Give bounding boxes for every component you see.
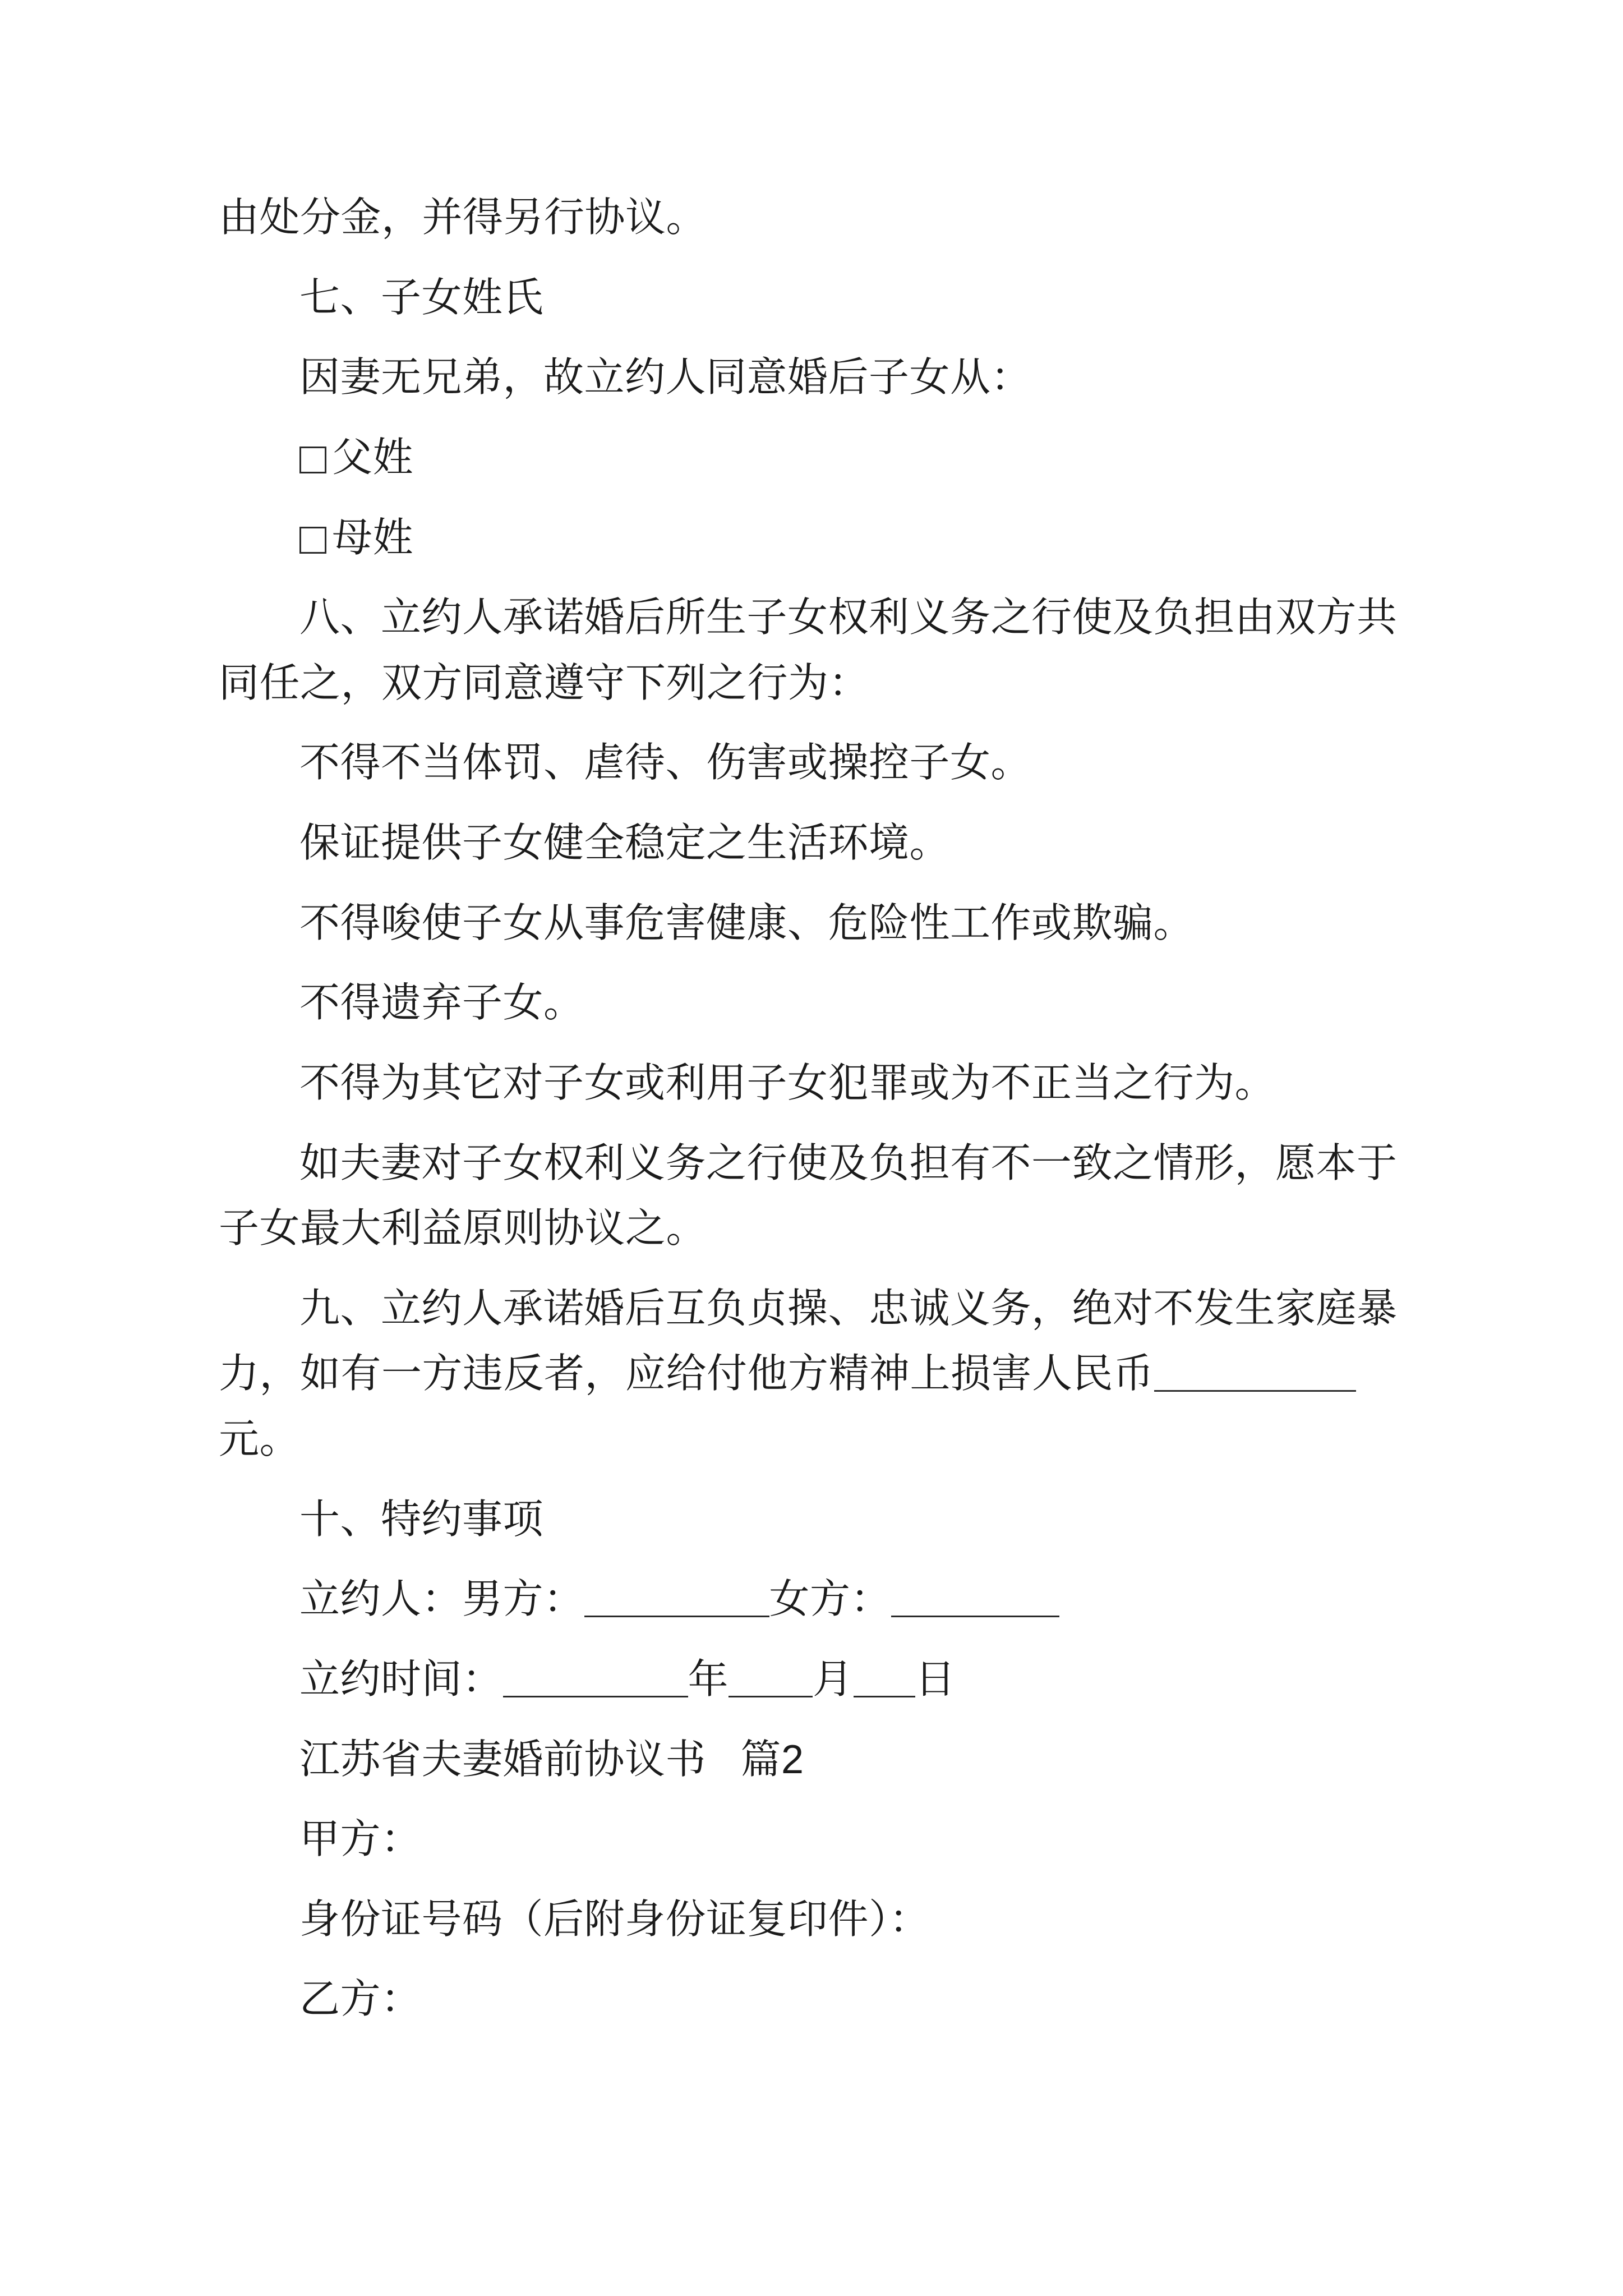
date-label: 立约时间：: [299, 1657, 503, 1702]
checkbox-row-father-surname[interactable]: [219, 425, 1404, 491]
para-section-9-text-after: 元。: [219, 1417, 301, 1462]
para-item-stable-environment: 保证提供子女健全稳定之生活环境。: [299, 821, 951, 866]
date-line: [219, 1647, 1404, 1713]
day-label: 日: [915, 1657, 956, 1702]
blank-female-signature[interactable]: [891, 1590, 1059, 1617]
blank-male-signature[interactable]: [584, 1590, 769, 1617]
para-item-no-crime: 不得为其它对子女或利用子女犯罪或为不正当之行为。: [299, 1060, 1276, 1106]
para-section-7-heading: 七、子女姓氏: [299, 275, 544, 320]
para-section-7-body: 因妻无兄弟，故立约人同意婚后子女从：: [299, 355, 1032, 401]
para-item-no-abandonment: 不得遗弃子女。: [299, 981, 584, 1026]
male-label: 男方：: [462, 1577, 584, 1622]
id-number-label: 身份证号码（后附身份证复印件）：: [299, 1897, 930, 1942]
signatories-label: 立约人：: [299, 1577, 463, 1622]
party-b-label: 乙方：: [299, 1977, 422, 2022]
female-label: 女方：: [769, 1577, 892, 1622]
month-label: 月: [813, 1657, 854, 1702]
party-a-label: 甲方：: [299, 1817, 422, 1862]
para-section-8-heading: 八、立约人承诺婚后所生子女权利义务之行使及负担由双方共同任之，双方同意遵守下列之行为：: [219, 595, 1398, 706]
document-body: [219, 185, 1404, 2032]
blank-day-value[interactable]: [854, 1670, 915, 1697]
para-item-no-dangerous-work: 不得唆使子女从事危害健康、危险性工作或欺骗。: [299, 900, 1195, 946]
blank-year-value[interactable]: [503, 1670, 688, 1697]
para-item-best-interest: 如夫妻对子女权利义务之行使及负担有不一致之情形，愿本于子女最大利益原则协议之。: [219, 1140, 1398, 1251]
year-label: 年: [688, 1657, 729, 1702]
blank-damages-amount[interactable]: [1154, 1364, 1356, 1392]
checkbox-mother-surname-label: 母姓: [332, 515, 414, 560]
checkbox-father-surname[interactable]: [299, 447, 326, 473]
checkbox-mother-surname[interactable]: [299, 527, 326, 554]
checkbox-father-surname-label: 父姓: [332, 435, 414, 480]
para-item-no-abuse: 不得不当体罚、虐待、伤害或操控子女。: [299, 740, 1032, 786]
para-section-9-text-before: 九、立约人承诺婚后互负贞操、忠诚义务，绝对不发生家庭暴力，如有一方违反者，应给付他方精神上损害人民币: [219, 1286, 1398, 1397]
signature-line: [219, 1567, 1404, 1632]
blank-month-value[interactable]: [728, 1670, 813, 1697]
para-disposal-fund: 由处分金，并得另行协议。: [219, 195, 707, 240]
next-section-heading: 江苏省夫妻婚前协议书 篇2: [299, 1737, 804, 1782]
para-section-9: [219, 1276, 1404, 1473]
checkbox-row-mother-surname[interactable]: [219, 505, 1404, 571]
para-section-10-heading: 十、特约事项: [299, 1497, 544, 1542]
